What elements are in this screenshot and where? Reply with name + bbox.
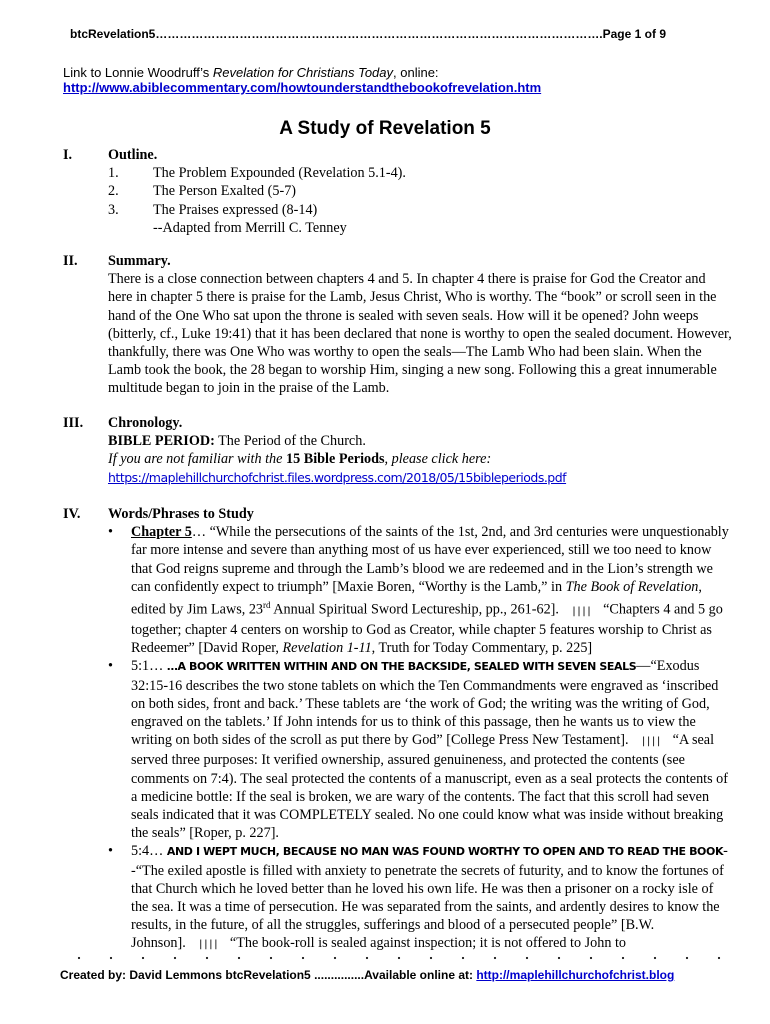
- bible-period-label: BIBLE PERIOD:: [108, 433, 215, 450]
- prompt-text: If you are not familiar with the: [108, 451, 286, 468]
- header-leader-dots: [155, 27, 599, 41]
- verse-ref: 5:1…: [131, 658, 167, 675]
- section-number: II.: [63, 253, 78, 269]
- separator-icon: ||||: [197, 939, 218, 951]
- prompt-text: , please: [384, 451, 432, 468]
- section-words-phrases: [63, 505, 733, 955]
- phrase-text: , Truth for Today Commentary, p. 225]: [371, 640, 593, 657]
- outline-list: [108, 164, 733, 237]
- phrase-label: …A BOOK WRITTEN WITHIN AND ON THE BACKSIDE, SEALED WITH SEVEN SEALS: [166, 660, 637, 674]
- phrase-item: [108, 657, 733, 842]
- verse-ref: 5:4…: [131, 843, 167, 860]
- section-summary: [63, 252, 733, 398]
- phrase-text: --“The exiled apostle is filled with anxiety to penetrate the secrets of futurity, and to know the fortunes of that Church which he loved better than he loved his own life. He was then a prisoner on a rocky isle of the sea. It was a time of persecution. He was separated from the saints, and ardently desires to know the results, in the future, of all the struggles, sufferings and blood of a persecuted people” [B.W. Johnson].: [131, 843, 728, 952]
- section-outline: [63, 146, 733, 237]
- prompt-colon: :: [486, 451, 492, 468]
- phrase-item: [108, 523, 733, 657]
- phrase-text: —“Exodus 32:15-16 describes the two stone tablets on which the Ten Commandments were engraved as ‘inscribed on both sides, front and back.’ These tablets are ‘the work of God; the writing was the writing of God, engraved on the tablets.’ If John intends for us to think of this passage, then he wants us to view the writing on both sides of the scroll as put there by God” [College Press New Testament].: [131, 658, 719, 749]
- footer-link[interactable]: http://maplehillchurchofchrist.blog: [476, 968, 675, 982]
- outline-credit: --Adapted from Merrill C. Tenney: [153, 219, 347, 236]
- separator-icon: ||||: [570, 605, 592, 617]
- section-number: III.: [63, 415, 84, 431]
- bible-periods-prompt: [108, 450, 733, 468]
- outline-item-number: 1.: [108, 165, 119, 182]
- section-heading: Words/Phrases to Study: [108, 506, 254, 522]
- phrase-text: , edited by Jim Laws, 23: [131, 578, 702, 618]
- bible-period-value: The Period of the Church.: [214, 433, 366, 450]
- bible-periods-link[interactable]: https://maplehillchurchofchrist.files.wordpress.com/2018/05/15bibleperiods.pdf: [108, 469, 567, 485]
- ordinal-suffix: rd: [263, 600, 271, 611]
- intro-book-title: Revelation for Christians Today: [212, 65, 394, 80]
- section-heading: Chronology.: [108, 415, 183, 431]
- page-header: [70, 27, 666, 41]
- outline-item-number: 2.: [108, 183, 119, 200]
- commentary-link[interactable]: http://www.abiblecommentary.com/howtounderstandthebookofrevelation.htm: [63, 80, 542, 95]
- footer-credit: Created by: David Lemmons btcRevelation5 ...............Available online at:: [60, 968, 477, 982]
- section-number: IV.: [63, 506, 81, 522]
- phrase-text: “Chapters 4 and 5 go together; chapter 4 centers on worship to God as Creator, while chapter 5 features worship to Christ as Redeemer” [David Roper,: [131, 601, 723, 657]
- summary-paragraph: There is a close connection between chapters 4 and 5. In chapter 4 there is praise for God the Creator and here in chapter 5 there is praise for the Lamb, Jesus Christ, Who is worthy. The “book” or scroll seen in the hand of the One Who sat upon the throne is sealed with seven seals. How will it be opened? John weeps (bitterly, cf., Luke 19:41) that it has been declared that none is worthy to open the sealed document. However, thankfully, there was One Who was worthy to open the seals—The Lamb Who had been slain. When the Lamb took the book, the 28 began to worship Him, singing a new song. Following this a great innumerable multitude began to join in the praise of the Lamb.: [108, 271, 732, 397]
- book-title: Revelation 1-11: [282, 640, 372, 657]
- bullet-icon: •: [108, 843, 113, 860]
- section-heading: Outline.: [108, 147, 158, 163]
- commentary-link-block: [63, 65, 541, 95]
- section-chronology: [63, 414, 733, 487]
- outline-item-text: The Praises expressed (8-14): [153, 201, 318, 218]
- page-title: A Study of Revelation 5: [279, 118, 491, 139]
- phrase-label: AND I WEPT MUCH, BECAUSE NO MAN WAS FOUND WORTHY TO OPEN AND TO READ THE BOOK: [166, 845, 724, 859]
- outline-item-number: 3.: [108, 201, 119, 218]
- outline-item-text: The Person Exalted (5-7): [153, 183, 297, 200]
- header-doc-name: btcRevelation5: [70, 27, 156, 41]
- phrase-item: [108, 842, 733, 954]
- separator-icon: ||||: [640, 736, 661, 748]
- intro-prefix: Link to Lonnie Woodruff’s: [63, 65, 213, 80]
- phrase-text: Annual Spiritual Sword Lectureship, pp., 261-62].: [270, 601, 559, 618]
- phrase-text: … “While the persecutions of the saints of the 1st, 2nd, and 3rd centuries were unquestionably far more intense and severe than anything most of us have ever experienced, still we too need to know that God reigns supreme and through the Lamb’s blood we are redeemed and in the Lion’s strength we can confidently expect to triumph” [Maxie Boren, “Worthy is the Lamb,” in: [131, 524, 729, 595]
- intro-suffix: , online:: [393, 65, 439, 80]
- header-page-number: .Page 1 of 9: [599, 27, 666, 41]
- prompt-bold: 15 Bible Periods: [286, 451, 385, 468]
- bullet-icon: •: [108, 524, 113, 541]
- book-title: The Book of Revelation: [565, 578, 699, 595]
- page-footer: [60, 968, 740, 982]
- phrase-list: [108, 523, 733, 954]
- phrase-label: Chapter 5: [131, 524, 192, 541]
- phrase-text: “The book-roll is sealed against inspection; it is not offered to John to: [229, 935, 627, 952]
- section-number: I.: [63, 147, 73, 163]
- bullet-icon: •: [108, 658, 113, 675]
- section-heading: Summary.: [108, 253, 171, 269]
- outline-item-text: The Problem Expounded (Revelation 5.1-4).: [153, 165, 406, 182]
- bible-period-line: [108, 432, 733, 450]
- phrase-text: “A seal served three purposes: It verified ownership, assured genuineness, and protected the contents (see comments on 7:4). The seal protected the contents of a manuscript, even as a seal protects the contents of a medicine bottle: If the seal is broken, we are wary of the contents. The fact that this scroll had seven seals indicated that it was COMPLETELY sealed. No one could know what was inside without breaking the seals” [Roper, p. 227].: [131, 732, 728, 842]
- footer-dot-rule: [63, 955, 723, 961]
- prompt-click-here: click here: [431, 451, 487, 468]
